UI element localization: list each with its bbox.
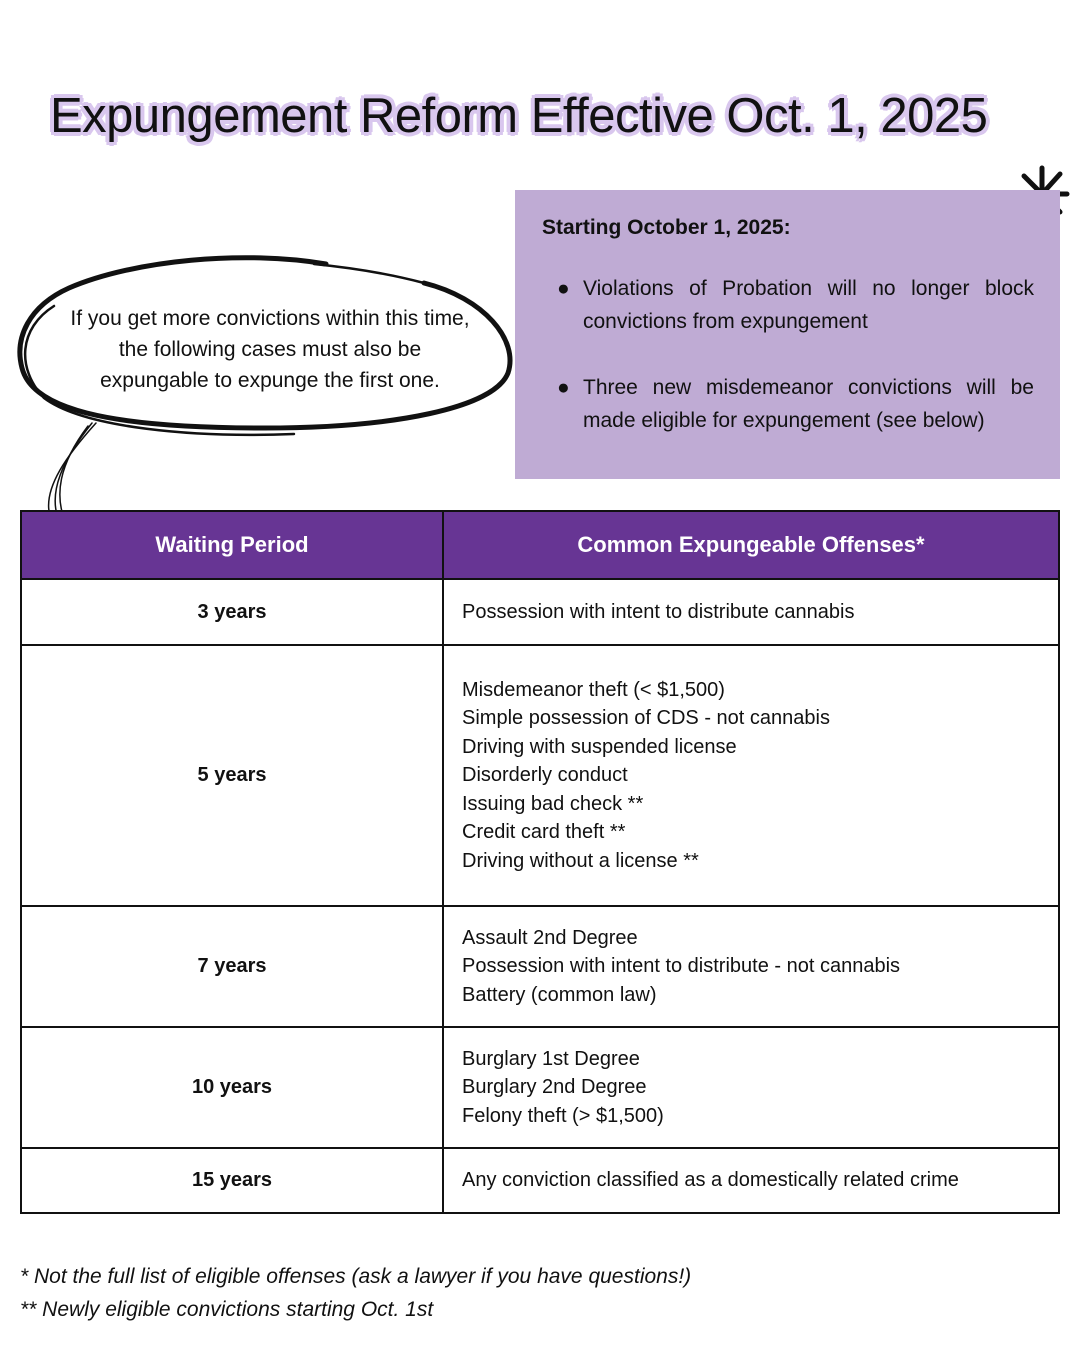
offense-item: Felony theft (> $1,500) [462, 1104, 664, 1127]
info-box-list [542, 272, 1034, 437]
offense-item: Burglary 2nd Degree [462, 1076, 647, 1099]
table-row [21, 1148, 1059, 1213]
offense-item: Burglary 1st Degree [462, 1047, 640, 1070]
period-cell: 15 years [21, 1148, 443, 1213]
period-cell: 5 years [21, 645, 443, 906]
offense-cell [443, 1148, 1059, 1213]
offense-item: Assault 2nd Degree [462, 926, 638, 949]
page-title: Expungement Reform Effective Oct. 1, 2025 [50, 89, 988, 143]
offense-item: Any conviction classified as a domestically related crime [462, 1169, 959, 1192]
offense-item: Driving without a license ** [462, 849, 699, 872]
table-row [21, 579, 1059, 645]
header-offenses: Common Expungeable Offenses* [443, 511, 1059, 579]
offense-item: Possession with intent to distribute cannabis [462, 600, 855, 623]
offense-item: Driving with suspended license [462, 735, 737, 758]
offense-item: Battery (common law) [462, 983, 657, 1006]
info-box-bullet-text: Violations of Probation will no longer block convictions from expungement [583, 277, 1034, 333]
offense-table [20, 510, 1060, 1214]
info-box [515, 190, 1060, 479]
bullet-dot-icon: ● [557, 376, 570, 399]
offense-cell [443, 579, 1059, 645]
table-row [21, 1027, 1059, 1148]
offense-item: Credit card theft ** [462, 821, 626, 844]
offense-item: Disorderly conduct [462, 764, 628, 787]
info-box-bullet-text: Three new misdemeanor convictions will be made eligible for expungement (see below) [583, 376, 1034, 432]
table-header-row [21, 511, 1059, 579]
footnote: ** Newly eligible convictions starting Oct. 1st [20, 1298, 434, 1321]
offense-cell [443, 906, 1059, 1027]
offense-item: Simple possession of CDS - not cannabis [462, 707, 830, 730]
table-row [21, 645, 1059, 906]
footnotes [20, 1260, 691, 1326]
header-waiting-period: Waiting Period [21, 511, 443, 579]
info-box-heading: Starting October 1, 2025: [542, 216, 791, 239]
table-row [21, 906, 1059, 1027]
bullet-dot-icon: ● [557, 277, 570, 300]
period-cell: 7 years [21, 906, 443, 1027]
callout-text: If you get more convictions within this time, the following cases must also be expungable to expunge the first one. [70, 307, 470, 392]
info-box-bullet [542, 371, 1034, 437]
info-box-bullet [542, 272, 1034, 338]
period-cell: 10 years [21, 1027, 443, 1148]
period-cell: 3 years [21, 579, 443, 645]
offense-item: Misdemeanor theft (< $1,500) [462, 678, 725, 701]
offense-cell [443, 1027, 1059, 1148]
offense-item: Issuing bad check ** [462, 792, 644, 815]
offense-cell [443, 645, 1059, 906]
footnote: * Not the full list of eligible offenses (ask a lawyer if you have questions!) [20, 1265, 692, 1288]
offense-item: Possession with intent to distribute - not cannabis [462, 955, 901, 978]
